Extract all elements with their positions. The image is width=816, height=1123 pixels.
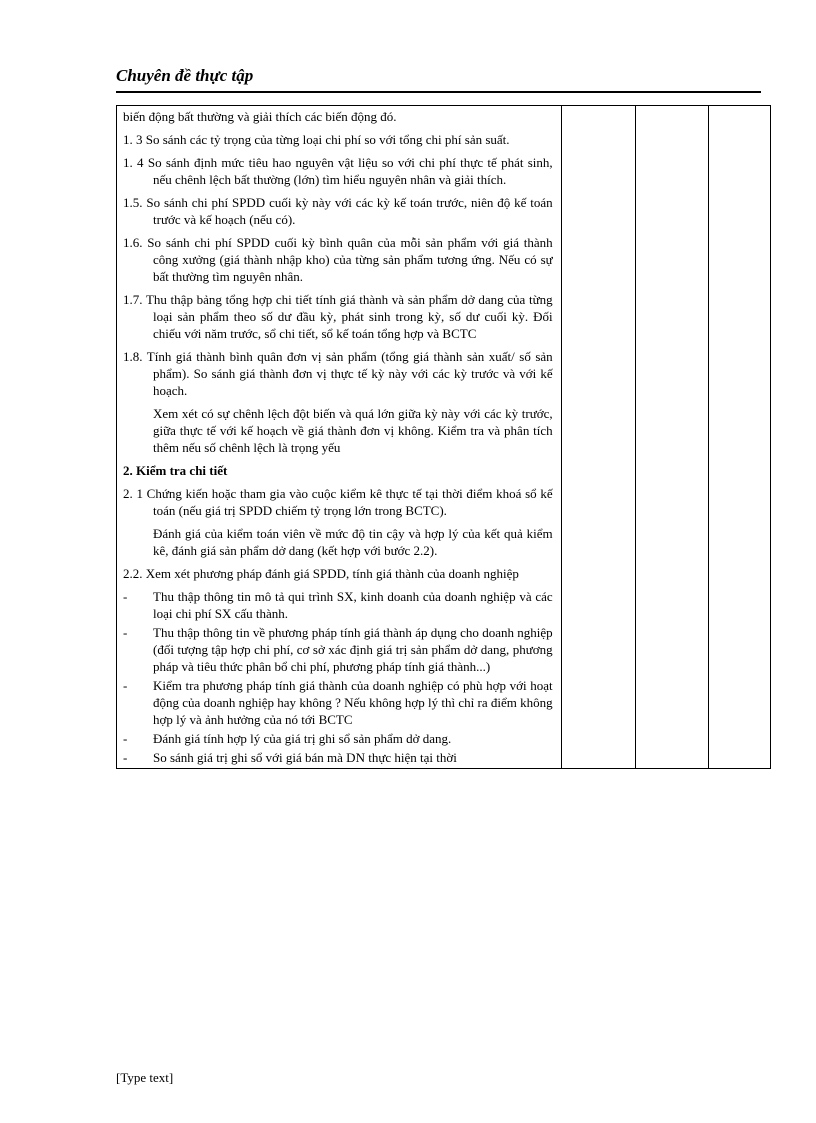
dash-mark: - [123, 678, 128, 693]
dash-mark: - [123, 625, 128, 640]
step-1-4: 1. 4 So sánh định mức tiêu hao nguyên vật liệu so với chi phí thực tế phát sinh, nếu chênh lệch bất thường (lớn) tìm hiểu nguyên nhân và giải thích. [123, 155, 553, 187]
table-row [117, 106, 771, 769]
header-rule [116, 91, 761, 93]
dash-mark: - [123, 589, 128, 604]
empty-column-cell [635, 106, 708, 769]
list-item [123, 749, 553, 766]
dash-mark: - [123, 750, 128, 765]
step-1-7: 1.7. Thu thập bảng tổng hợp chi tiết tính giá thành và sản phẩm dở dang của từng loại sản phẩm theo số dư đầu kỳ, phát sinh trong kỳ, số dư cuối kỳ. Đối chiếu với năm trước, sổ chi tiết, sổ kế toán tổng hợp và BCTC [123, 292, 553, 341]
step-1-5: 1.5. So sánh chi phí SPDD cuối kỳ này với các kỳ kế toán trước, niên độ kế toán trước và kế hoạch (nếu có). [123, 195, 553, 227]
list-item-text: So sánh giá trị ghi sổ với giá bán mà DN thực hiện tại thời [153, 750, 457, 765]
list-item [123, 730, 553, 747]
procedure-cell [117, 106, 562, 769]
list-item [123, 624, 553, 675]
page-footer: [Type text] [116, 1070, 174, 1085]
dash-mark: - [123, 731, 128, 746]
list-item-text: Kiểm tra phương pháp tính giá thành của doanh nghiệp có phù hợp với hoạt động của doanh nghiệp hay không ? Nếu không hợp lý thì chỉ ra điểm không hợp lý và ảnh hưởng của nó tới BCTC [153, 678, 553, 727]
section-heading: 2. Kiểm tra chi tiết [123, 463, 228, 478]
procedure-table [116, 105, 771, 769]
empty-column-cell [708, 106, 770, 769]
list-item [123, 588, 553, 622]
paragraph: biến động bất thường và giải thích các biến động đó. [123, 109, 397, 124]
list-item-text: Thu thập thông tin mô tả qui trình SX, kinh doanh của doanh nghiệp và các loại chi phí SX cấu thành. [153, 589, 553, 621]
step-2-1-note: Đánh giá của kiểm toán viên về mức độ tin cậy và hợp lý của kết quả kiểm kê, đánh giá sản phẩm dở dang (kết hợp với bước 2.2). [153, 526, 553, 558]
step-1-8: 1.8. Tính giá thành bình quân đơn vị sản phẩm (tổng giá thành sản xuất/ số sản phẩm). So sánh giá thành đơn vị thực tế kỳ này với các kỳ trước và với kế hoạch. [123, 349, 553, 398]
step-1-3: 1. 3 So sánh các tỷ trọng của từng loại chi phí so với tổng chi phí sản suất. [123, 132, 510, 147]
step-2-2: 2.2. Xem xét phương pháp đánh giá SPDD, tính giá thành của doanh nghiệp [123, 566, 519, 581]
step-2-1: 2. 1 Chứng kiến hoặc tham gia vào cuộc kiểm kê thực tế tại thời điểm khoá sổ kế toán (nếu giá trị SPDD chiếm tỷ trọng lớn trong BCTC). [123, 486, 553, 518]
list-item-text: Đánh giá tính hợp lý của giá trị ghi sổ sản phẩm dở dang. [153, 731, 452, 746]
empty-column-cell [561, 106, 635, 769]
page-header-title: Chuyên đề thực tập [116, 66, 254, 85]
step-1-6: 1.6. So sánh chi phí SPDD cuối kỳ bình quân của mỗi sản phẩm với giá thành công xưởng (giá thành nhập kho) của từng sản phẩm tương ứng. Nếu có sự bất thường tìm nguyên nhân. [123, 235, 553, 284]
list-item-text: Thu thập thông tin về phương pháp tính giá thành áp dụng cho doanh nghiệp (đối tượng tập hợp chi phí, cơ sở xác định giá trị sản phẩm dở dang, phương pháp và tiêu thức phân bổ chi phí, phương pháp tính giá thành...) [153, 625, 553, 674]
step-1-8-note: Xem xét có sự chênh lệch đột biến và quá lớn giữa kỳ này với các kỳ trước, giữa thực tế với kế hoạch về giá thành đơn vị không. Kiểm tra và phân tích thêm nếu số chênh lệch là trọng yếu [153, 406, 553, 455]
list-item [123, 677, 553, 728]
